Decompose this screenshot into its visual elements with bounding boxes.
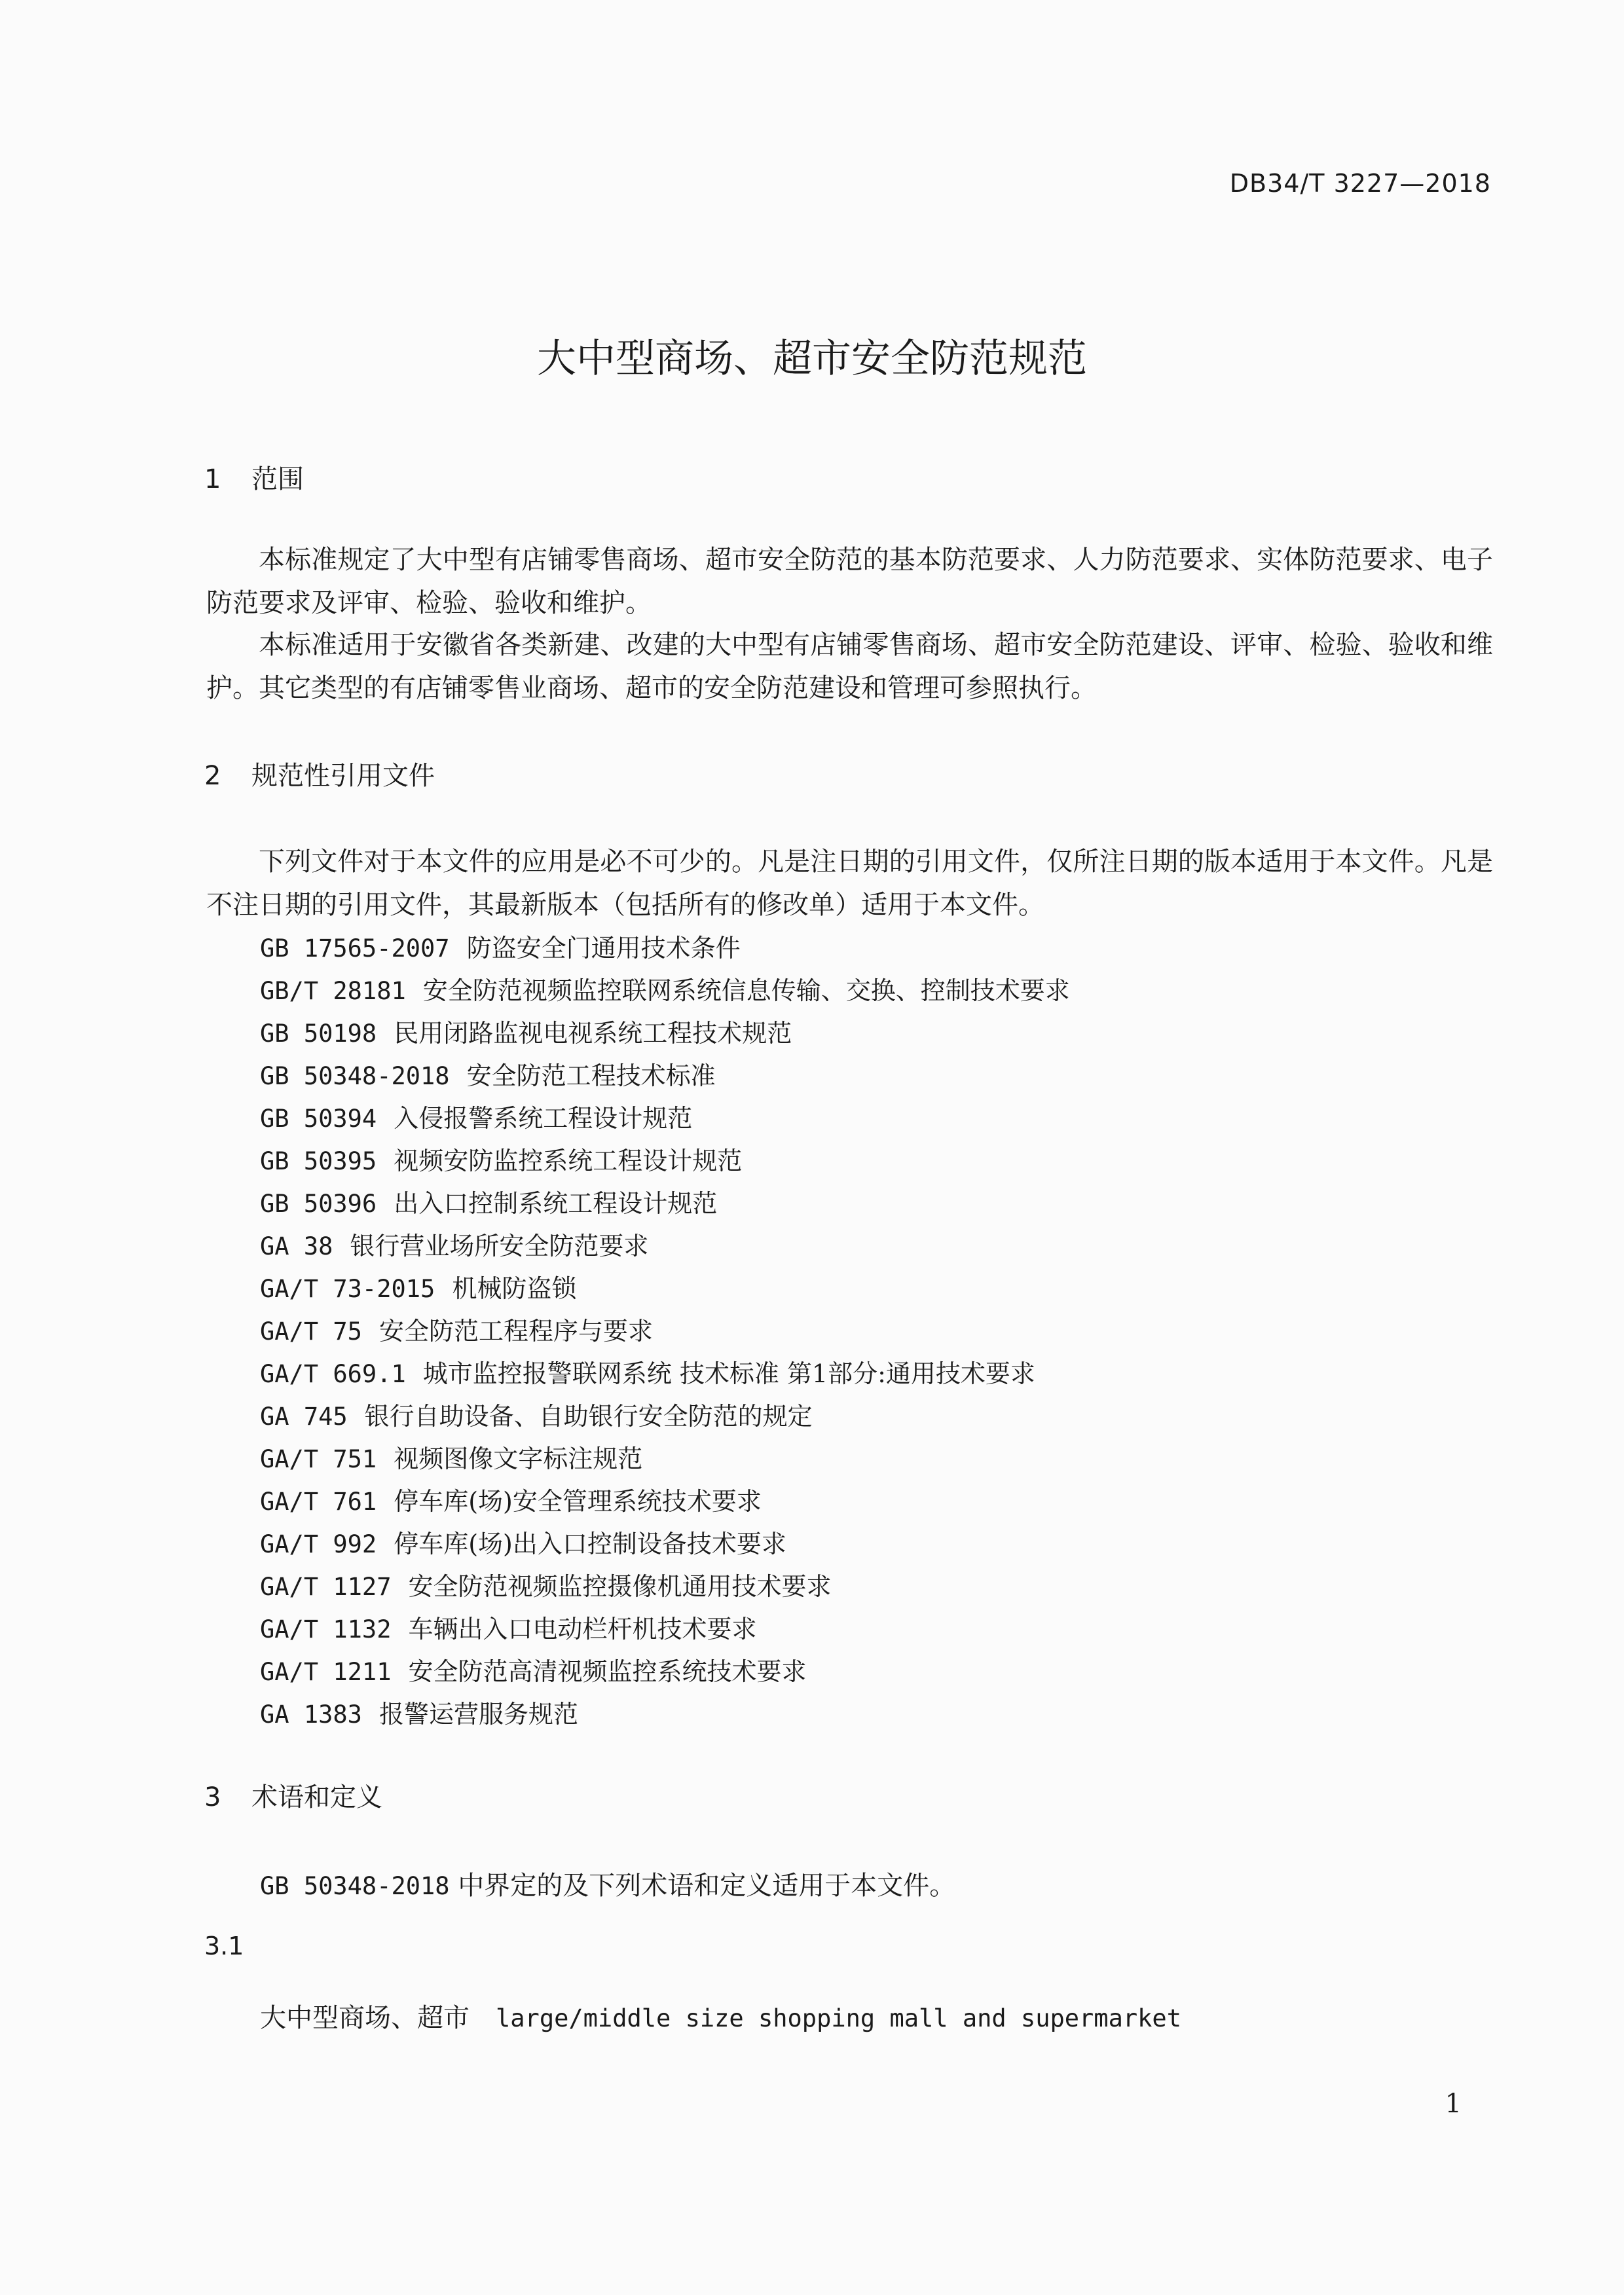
reference-code: GA/T 751 [260, 1445, 377, 1473]
reference-item [260, 1693, 1070, 1736]
reference-title: 机械防盗锁 [452, 1274, 577, 1303]
reference-item [260, 1140, 1070, 1183]
section-3-heading [204, 1776, 382, 1814]
reference-item [260, 1608, 1070, 1651]
reference-code: GB 50394 [260, 1105, 377, 1133]
reference-item [260, 1353, 1070, 1395]
reference-item [260, 1310, 1070, 1353]
reference-code: GA 745 [260, 1403, 348, 1431]
reference-code: GB/T 28181 [260, 977, 406, 1005]
section-title: 术语和定义 [251, 1782, 382, 1812]
section-title: 范围 [251, 464, 304, 494]
reference-code: GA/T 669.1 [260, 1360, 406, 1388]
document-title: 大中型商场、超市安全防范规范 [537, 336, 1087, 382]
reference-list [260, 927, 1070, 1736]
reference-code: GA 38 [260, 1232, 333, 1260]
reference-title: 入侵报警系统工程设计规范 [394, 1104, 693, 1133]
reference-title: 停车库(场)安全管理系统技术要求 [394, 1487, 762, 1516]
reference-item [260, 970, 1070, 1012]
reference-title: 安全防范工程技术标准 [466, 1061, 716, 1090]
reference-item [260, 1055, 1070, 1097]
reference-item [260, 1651, 1070, 1693]
term-entry [260, 1997, 1181, 2034]
reference-item [260, 1225, 1070, 1268]
section-1-paragraph-2: 本标准适用于安徽省各类新建、改建的大中型有店铺零售商场、超市安全防范建设、评审、检验、验收和维护。其它类型的有店铺零售业商场、超市的安全防范建设和管理可参照执行。 [206, 630, 1493, 703]
reference-title: 防盗安全门通用技术条件 [466, 934, 741, 963]
reference-title: 车辆出入口电动栏杆机技术要求 [408, 1615, 757, 1643]
reference-title: 民用闭路监视电视系统工程技术规范 [394, 1019, 792, 1048]
reference-item [260, 1183, 1070, 1225]
reference-code: GA/T 761 [260, 1488, 377, 1516]
intro-reference-code: GB 50348-2018 [260, 1872, 450, 1900]
section-2-intro: 下列文件对于本文件的应用是必不可少的。凡是注日期的引用文件，仅所注日期的版本适用于本文件。凡是不注日期的引用文件，其最新版本（包括所有的修改单）适用于本文件。 [206, 847, 1493, 920]
section-1-paragraph-1: 本标准规定了大中型有店铺零售商场、超市安全防范的基本防范要求、人力防范要求、实体防范要求、电子防范要求及评审、检验、验收和维护。 [206, 545, 1493, 618]
section-3-intro [260, 1865, 955, 1902]
reference-code: GB 50348-2018 [260, 1062, 450, 1090]
section-2-heading [204, 755, 435, 792]
reference-code: GA/T 75 [260, 1317, 362, 1346]
reference-item [260, 927, 1070, 970]
section-title: 规范性引用文件 [251, 761, 435, 791]
reference-item [260, 1566, 1070, 1608]
reference-item [260, 1523, 1070, 1566]
reference-code: GA 1383 [260, 1700, 362, 1729]
term-chinese: 大中型商场、超市 [260, 2003, 470, 2033]
page-number: 1 [1445, 2089, 1462, 2119]
reference-title: 停车库(场)出入口控制设备技术要求 [394, 1530, 786, 1558]
reference-title: 银行营业场所安全防范要求 [350, 1232, 649, 1260]
reference-code: GA/T 73-2015 [260, 1275, 435, 1303]
reference-code: GB 50198 [260, 1019, 377, 1048]
reference-title: 视频安防监控系统工程设计规范 [394, 1147, 743, 1175]
reference-code: GB 50395 [260, 1147, 377, 1175]
reference-title: 安全防范工程程序与要求 [378, 1317, 653, 1346]
reference-title: 视频图像文字标注规范 [394, 1444, 643, 1473]
reference-title: 出入口控制系统工程设计规范 [394, 1189, 718, 1218]
reference-code: GB 17565-2007 [260, 934, 450, 963]
section-number: 1 [204, 464, 221, 494]
reference-item [260, 1268, 1070, 1310]
standard-id: DB34/T 3227—2018 [1229, 169, 1491, 198]
subsection-number: 3.1 [204, 1932, 244, 1960]
reference-title: 安全防范高清视频监控系统技术要求 [408, 1657, 807, 1686]
reference-title: 银行自助设备、自助银行安全防范的规定 [364, 1402, 813, 1431]
reference-item [260, 1012, 1070, 1055]
section-number: 2 [204, 761, 221, 791]
reference-code: GA/T 1127 [260, 1573, 392, 1601]
reference-item [260, 1438, 1070, 1480]
section-number: 3 [204, 1782, 221, 1812]
reference-code: GA/T 1211 [260, 1658, 392, 1686]
reference-item [260, 1395, 1070, 1438]
reference-title: 报警运营服务规范 [378, 1700, 578, 1729]
section-1-heading [204, 458, 304, 496]
reference-title: 城市监控报警联网系统 技术标准 第1部分:通用技术要求 [422, 1359, 1035, 1388]
reference-code: GA/T 992 [260, 1530, 377, 1558]
reference-code: GB 50396 [260, 1190, 377, 1218]
intro-text: 中界定的及下列术语和定义适用于本文件。 [458, 1871, 956, 1901]
reference-title: 安全防范视频监控联网系统信息传输、交换、控制技术要求 [422, 976, 1070, 1005]
reference-item [260, 1480, 1070, 1523]
reference-title: 安全防范视频监控摄像机通用技术要求 [408, 1572, 832, 1601]
reference-item [260, 1097, 1070, 1140]
reference-code: GA/T 1132 [260, 1615, 392, 1643]
term-english: large/middle size shopping mall and supermarket [496, 2004, 1181, 2032]
